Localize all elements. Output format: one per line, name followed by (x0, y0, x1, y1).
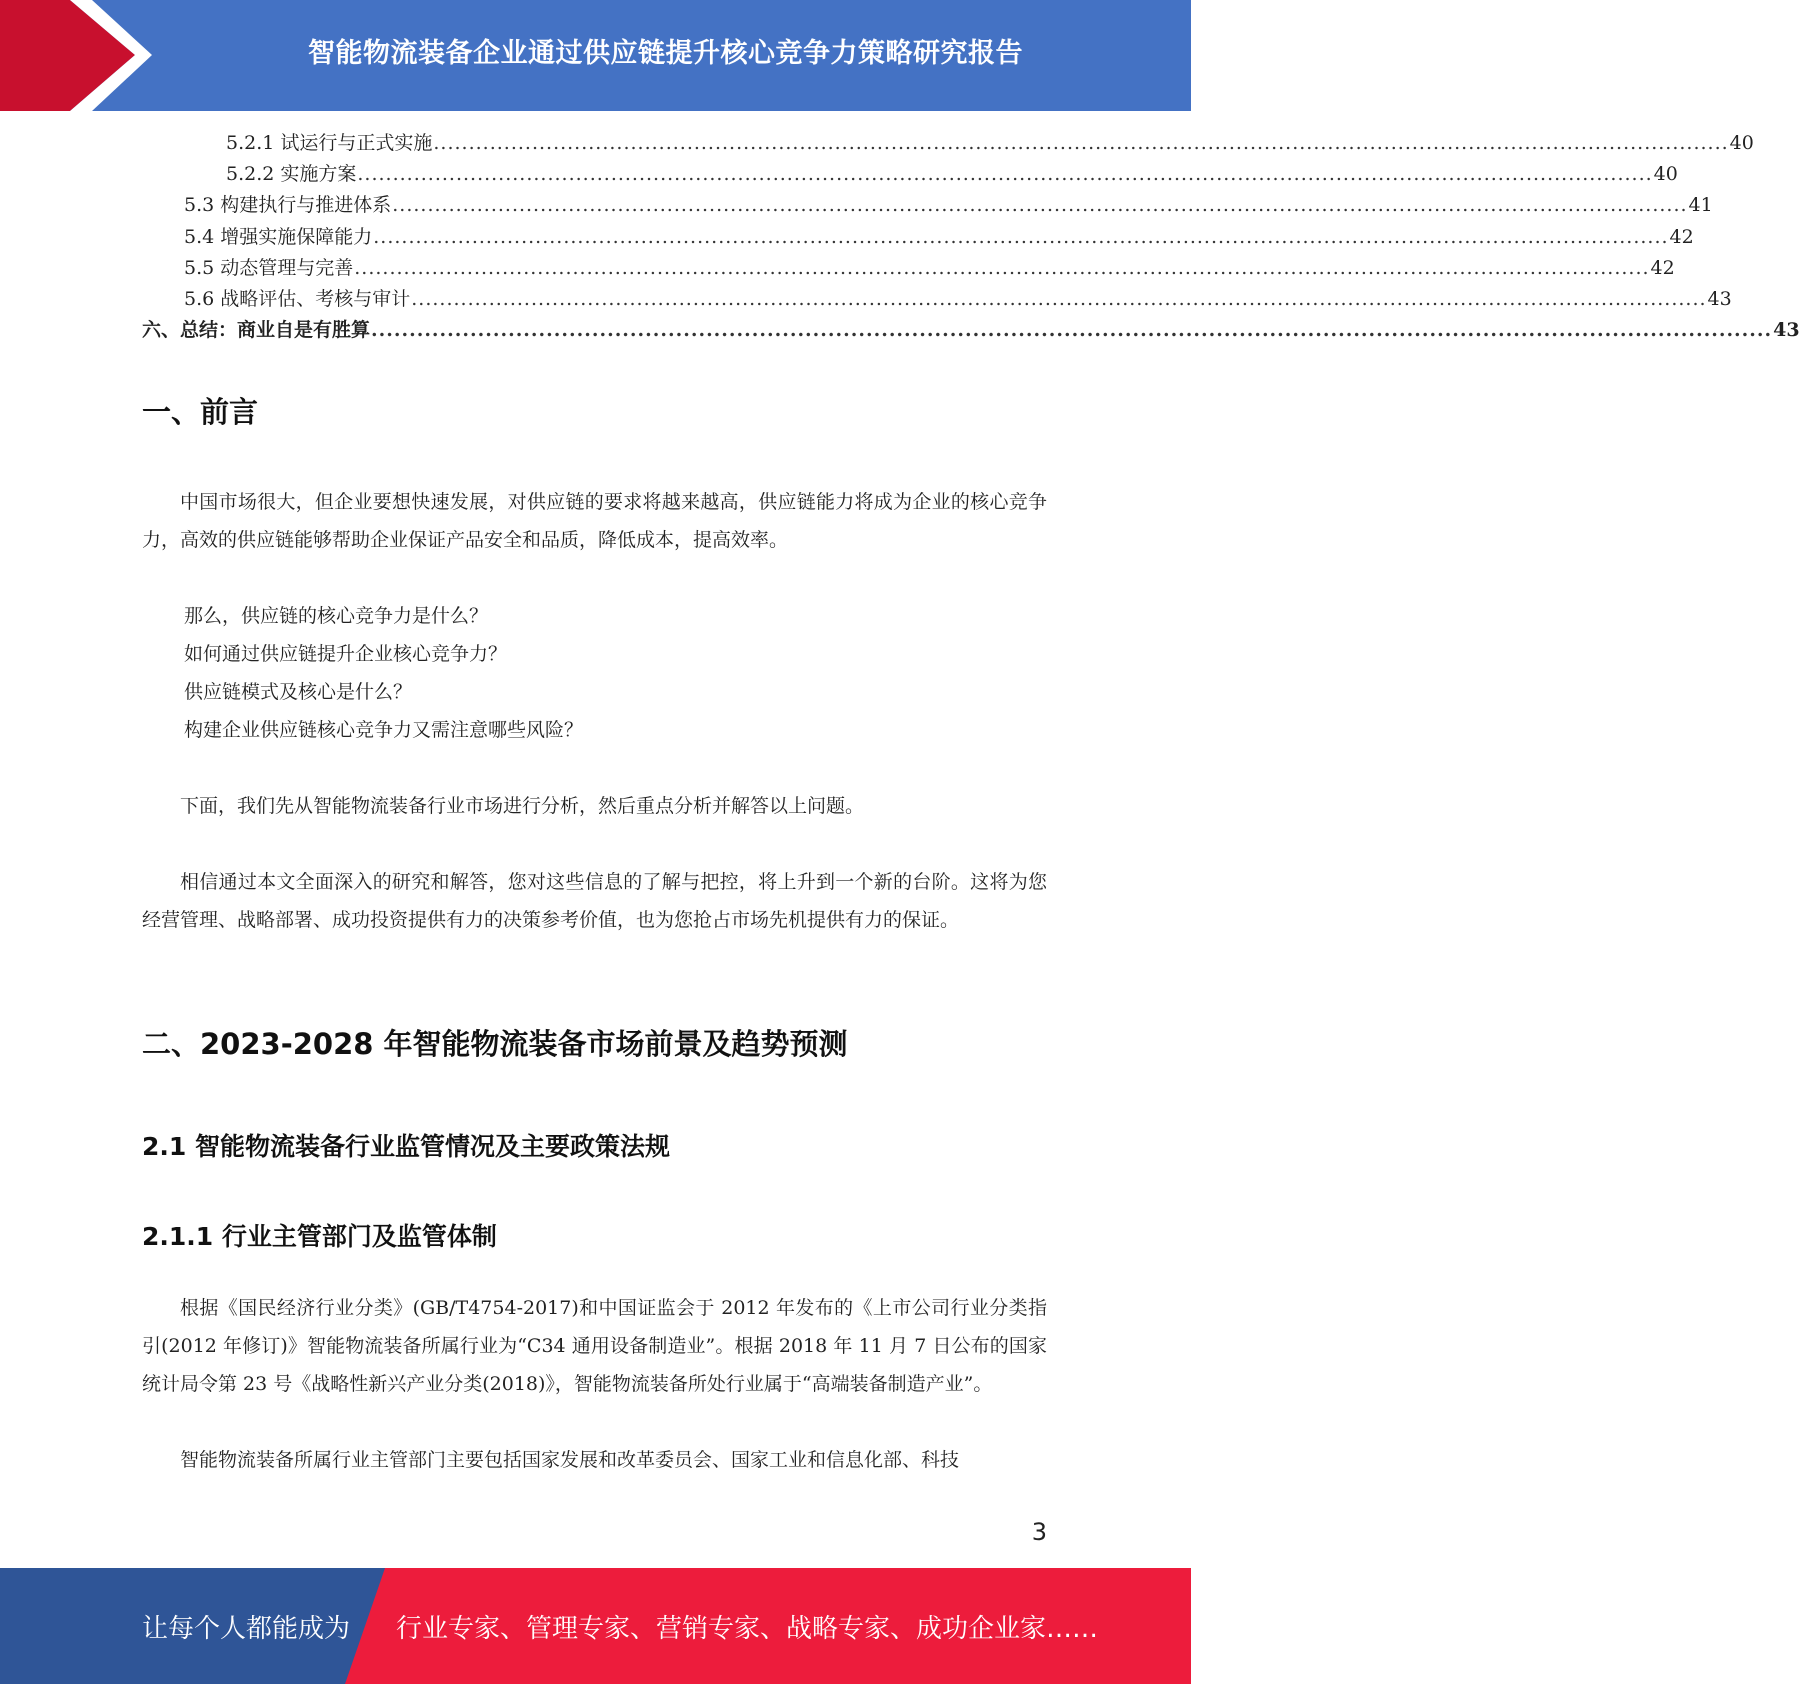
section-heading-market: 二、2023-2028 年智能物流装备市场前景及趋势预测 (142, 1027, 848, 1061)
toc-entry-page: 41 (1688, 194, 1713, 217)
toc-entry-title: 5.5 动态管理与完善 (184, 256, 354, 279)
toc-entry-title: 5.2.2 实施方案 (226, 163, 357, 186)
page-footer (0, 1568, 1191, 1684)
toc-leader-dots: ........................................................................................................................................................................................ (371, 319, 1773, 342)
footer-slogan-left: 让每个人都能成为 (142, 1613, 351, 1644)
toc-entry-page: 43 (1707, 287, 1732, 310)
subsubsection-heading: 2.1.1 行业主管部门及监管体制 (142, 1222, 497, 1251)
preface-paragraph: 下面，我们先从智能物流装备行业市场进行分析，然后重点分析并解答以上问题。 (180, 795, 865, 817)
question-item: 如何通过供应链提升企业核心竞争力？ (184, 643, 508, 665)
section-heading-preface: 一、前言 (142, 395, 259, 429)
toc-entry-title: 5.2.1 试运行与正式实施 (226, 132, 433, 154)
toc-entry[interactable] (142, 128, 1754, 159)
preface-paragraph: 中国市场很大，但企业要想快速发展，对供应链的要求将越来越高，供应链能力将成为企业的核心竞争力，高效的供应链能够帮助企业保证产品安全和品质，降低成本，提高效率。 (142, 491, 1047, 551)
page-header (0, 0, 1191, 111)
toc-leader-dots: ........................................................................................................................................................................................ (411, 287, 1707, 310)
header-title: 智能物流装备企业通过供应链提升核心竞争力策略研究报告 (308, 37, 1023, 69)
toc-leader-dots: ........................................................................................................................................................................................ (373, 225, 1669, 248)
body-paragraph: 根据《国民经济行业分类》(GB/T4754-2017)和中国证监会于 2012 年发布的《上市公司行业分类指引(2012 年修订)》智能物流装备所属行业为“C34 通用设备制造业”。根据 2018 年 11 月 7 日公布的国家统计局令第 23 号《战略性新兴产业分类(2018)》，智能物流装备所处行业属于“高端装备制造产业”。 (142, 1297, 1047, 1395)
header-arrow-decoration (0, 0, 170, 111)
toc-entry-page: 42 (1669, 225, 1694, 248)
toc-entry-page: 40 (1653, 163, 1678, 186)
toc-entry[interactable] (142, 222, 1694, 253)
toc-entry[interactable] (142, 159, 1678, 190)
question-item: 构建企业供应链核心竞争力又需注意哪些风险？ (184, 719, 584, 741)
preface-paragraph: 相信通过本文全面深入的研究和解答，您对这些信息的了解与把控，将上升到一个新的台阶。这将为您经营管理、战略部署、成功投资提供有力的决策参考价值，也为您抢占市场先机提供有力的保证。 (142, 871, 1047, 931)
toc-entry-page: 43 (1773, 319, 1800, 342)
question-item: 供应链模式及核心是什么？ (184, 681, 413, 703)
toc-leader-dots: ........................................................................................................................................................................................ (392, 194, 1688, 217)
toc-entry-page: 40 (1729, 132, 1754, 154)
body-paragraph: 智能物流装备所属行业主管部门主要包括国家发展和改革委员会、国家工业和信息化部、科技 (180, 1449, 960, 1471)
toc-entry[interactable] (142, 315, 1800, 346)
toc-entry[interactable] (142, 284, 1732, 315)
toc-entry-title: 六、总结：商业自是有胜算 (142, 319, 371, 342)
question-item: 那么，供应链的核心竞争力是什么？ (184, 605, 489, 627)
toc-entry-page: 42 (1650, 256, 1675, 279)
toc-entry-title: 5.6 战略评估、考核与审计 (184, 287, 411, 310)
page-number: 3 (1031, 1518, 1047, 1546)
toc-entry[interactable] (142, 190, 1713, 221)
subsection-heading: 2.1 智能物流装备行业监管情况及主要政策法规 (142, 1132, 670, 1161)
toc-entry-title: 5.4 增强实施保障能力 (184, 225, 373, 248)
toc-entry-title: 5.3 构建执行与推进体系 (184, 194, 392, 217)
table-of-contents (142, 128, 1800, 346)
footer-slogan-right: 行业专家、管理专家、营销专家、战略专家、成功企业家…… (396, 1613, 1099, 1644)
toc-leader-dots: ........................................................................................................................................................................................ (433, 132, 1729, 154)
toc-leader-dots: ........................................................................................................................................................................................ (354, 256, 1650, 279)
toc-leader-dots: ........................................................................................................................................................................................ (357, 163, 1653, 186)
toc-entry[interactable] (142, 253, 1675, 284)
